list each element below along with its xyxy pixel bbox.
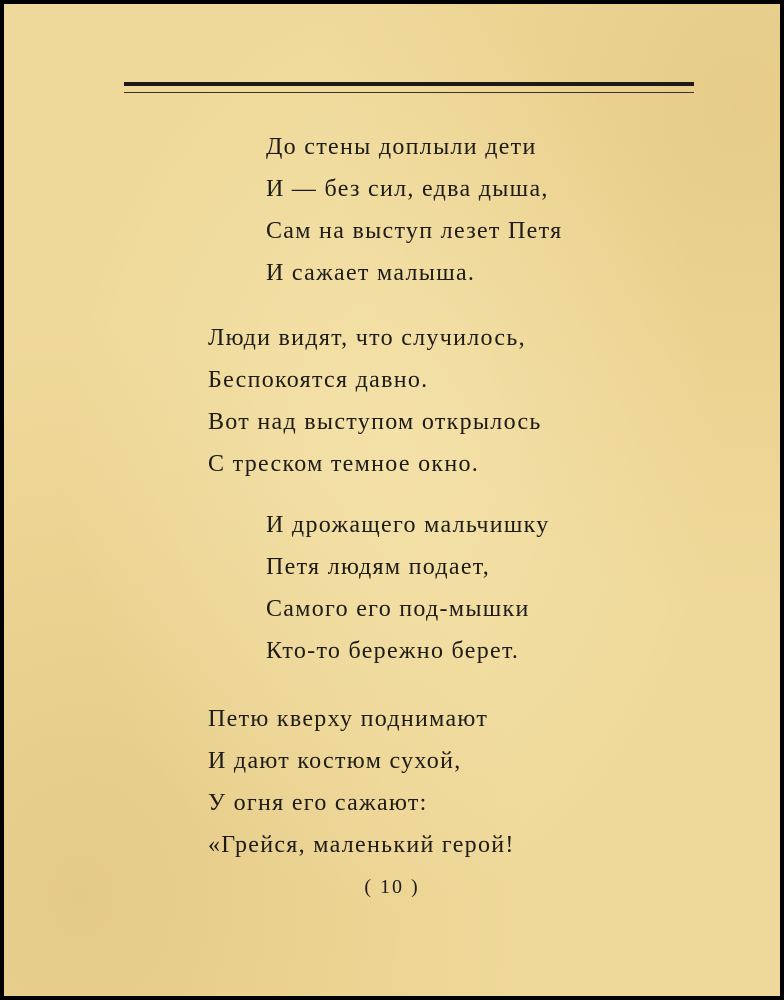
verse-line: Люди видят, что случилось, (208, 325, 526, 351)
book-page (4, 4, 780, 996)
verse-line: Сам на выступ лезет Петя (266, 218, 563, 244)
verse-line: Петю кверху поднимают (208, 706, 489, 732)
verse-line: С треском темное окно. (208, 451, 480, 477)
header-rule-thick (124, 82, 694, 86)
stanza-3 (266, 504, 550, 672)
page-number: ( 10 ) (364, 876, 420, 898)
stanza-1 (266, 126, 562, 294)
verse-line: И сажает малыша. (266, 260, 476, 286)
verse-line: Кто-то бережно берет. (266, 638, 520, 664)
verse-line: У огня его сажают: (208, 790, 428, 816)
verse-line: Петя людям подает, (266, 554, 491, 580)
stanza-4 (208, 698, 515, 866)
verse-line: До стены доплыли дети (266, 134, 537, 160)
verse-line: «Грейся, маленький герой! (208, 832, 515, 858)
verse-line: И дрожащего мальчишку (266, 512, 550, 538)
verse-line: Самого его под-мышки (266, 596, 530, 622)
verse-line: И — без сил, едва дыша, (266, 176, 549, 202)
header-rule-thin (124, 92, 694, 93)
verse-line: И дают костюм сухой, (208, 748, 462, 774)
stanza-2 (208, 317, 542, 485)
verse-line: Беспокоятся давно. (208, 367, 429, 393)
verse-line: Вот над выступом открылось (208, 409, 542, 435)
